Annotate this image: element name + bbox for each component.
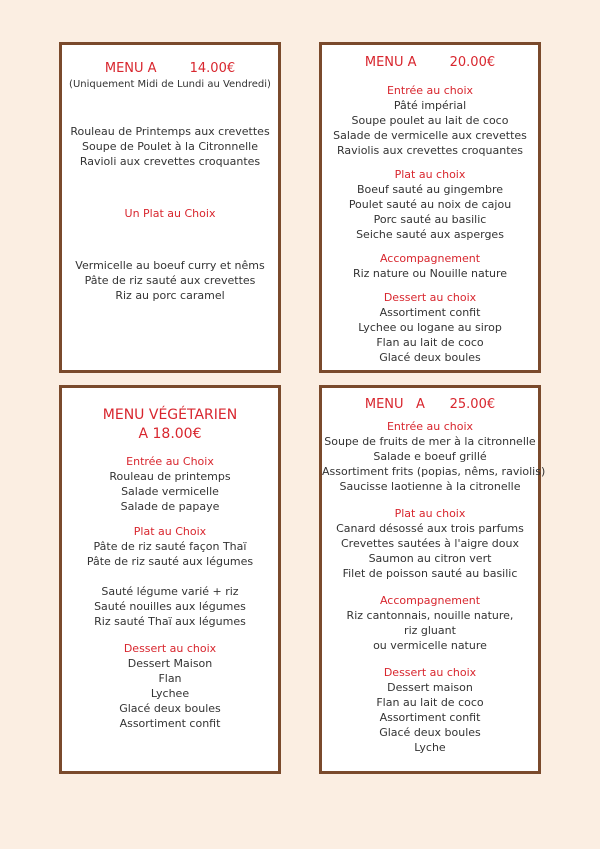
section-heading: Dessert au choix bbox=[383, 291, 477, 304]
list-item: Soupe de Poulet à la Citronnelle bbox=[82, 140, 258, 153]
section-heading: Plat au choix bbox=[394, 168, 466, 181]
list-item: Assortiment confit bbox=[119, 717, 221, 730]
list-item: Pâte de riz sauté aux crevettes bbox=[84, 274, 256, 287]
list-item: Vermicelle au boeuf curry et nêms bbox=[75, 259, 265, 272]
menu-title: MENU A 14.00€ bbox=[104, 61, 236, 76]
menu-note: (Uniquement Midi de Lundi au Vendredi) bbox=[69, 79, 271, 90]
section-heading: Plat au Choix bbox=[133, 525, 207, 538]
list-item: Boeuf sauté au gingembre bbox=[356, 183, 504, 196]
list-item: ou vermicelle nature bbox=[373, 639, 487, 652]
list-item: Raviolis aux crevettes croquantes bbox=[336, 144, 524, 157]
list-item: Assortiment confit bbox=[379, 306, 481, 319]
menu-card-a-25 bbox=[319, 385, 546, 774]
list-item: Sauté nouilles aux légumes bbox=[94, 600, 246, 613]
list-item: Porc sauté au basilic bbox=[373, 213, 487, 226]
menu-title: MENU VÉGÉTARIEN bbox=[102, 407, 238, 423]
list-item: Pâte de riz sauté aux légumes bbox=[86, 555, 254, 568]
section-heading: Entrée au choix bbox=[386, 420, 474, 433]
list-item: Flan au lait de coco bbox=[376, 696, 484, 709]
list-item: Rouleau de printemps bbox=[109, 470, 231, 483]
list-item: Riz nature ou Nouille nature bbox=[352, 267, 508, 280]
list-item: Assortiment confit bbox=[379, 711, 481, 724]
section-heading: Un Plat au Choix bbox=[124, 207, 216, 220]
list-item: riz gluant bbox=[404, 624, 456, 637]
list-item: Crevettes sautées à l'aigre doux bbox=[341, 537, 519, 550]
list-item: Lyche bbox=[414, 741, 446, 754]
list-item: Glacé deux boules bbox=[379, 351, 481, 364]
menu-card-a-14 bbox=[59, 42, 281, 373]
list-item: Soupe de fruits de mer à la citronnelle bbox=[324, 435, 536, 448]
list-item: Sauté légume varié + riz bbox=[101, 585, 239, 598]
list-item: Saumon au citron vert bbox=[368, 552, 492, 565]
list-item: Glacé deux boules bbox=[119, 702, 221, 715]
menu-title: MENU A 20.00€ bbox=[364, 55, 496, 70]
section-heading: Entrée au choix bbox=[386, 84, 474, 97]
list-item: Lychee bbox=[150, 687, 190, 700]
list-item: Flan bbox=[158, 672, 182, 685]
list-item: Pâté impérial bbox=[393, 99, 467, 112]
list-item: Ravioli aux crevettes croquantes bbox=[79, 155, 261, 168]
list-item: Saucisse laotienne à la citronelle bbox=[339, 480, 521, 493]
section-heading: Dessert au choix bbox=[383, 666, 477, 679]
list-item: Riz cantonnais, nouille nature, bbox=[346, 609, 514, 622]
menu-card-a-20 bbox=[319, 42, 541, 373]
list-item: Canard désossé aux trois parfums bbox=[336, 522, 524, 535]
menu-price: A 18.00€ bbox=[138, 426, 202, 442]
menu-title: MENU A 25.00€ bbox=[364, 397, 496, 412]
section-heading: Accompagnement bbox=[379, 594, 481, 607]
list-item: Salade vermicelle bbox=[121, 485, 219, 498]
list-item: Salade de papaye bbox=[120, 500, 220, 513]
list-item: Soupe poulet au lait de coco bbox=[351, 114, 509, 127]
list-item: Salade e boeuf grillé bbox=[373, 450, 487, 463]
main-list bbox=[62, 258, 278, 303]
list-item: Riz au porc caramel bbox=[115, 289, 225, 302]
list-item: Assortiment frits (popias, nêms, raviolis) bbox=[322, 465, 546, 478]
list-item: Poulet sauté au noix de cajou bbox=[348, 198, 512, 211]
list-item: Glacé deux boules bbox=[379, 726, 481, 739]
list-item: Flan au lait de coco bbox=[376, 336, 484, 349]
starter-list bbox=[62, 124, 278, 169]
section-heading: Dessert au choix bbox=[123, 642, 217, 655]
list-item: Filet de poisson sauté au basilic bbox=[342, 567, 518, 580]
section-heading: Plat au choix bbox=[394, 507, 466, 520]
list-item: Seiche sauté aux asperges bbox=[356, 228, 504, 241]
list-item: Lychee ou logane au sirop bbox=[358, 321, 502, 334]
list-item: Rouleau de Printemps aux crevettes bbox=[70, 125, 270, 138]
section-heading: Entrée au Choix bbox=[126, 455, 214, 468]
list-item: Riz sauté Thaï aux légumes bbox=[94, 615, 246, 628]
section-heading: Accompagnement bbox=[379, 252, 481, 265]
plat-group-b bbox=[62, 584, 278, 629]
menu-card-vegetarien bbox=[59, 385, 281, 774]
list-item: Salade de vermicelle aux crevettes bbox=[333, 129, 527, 142]
list-item: Dessert maison bbox=[387, 681, 473, 694]
list-item: Pâte de riz sauté façon Thaï bbox=[93, 540, 247, 553]
list-item: Dessert Maison bbox=[127, 657, 213, 670]
